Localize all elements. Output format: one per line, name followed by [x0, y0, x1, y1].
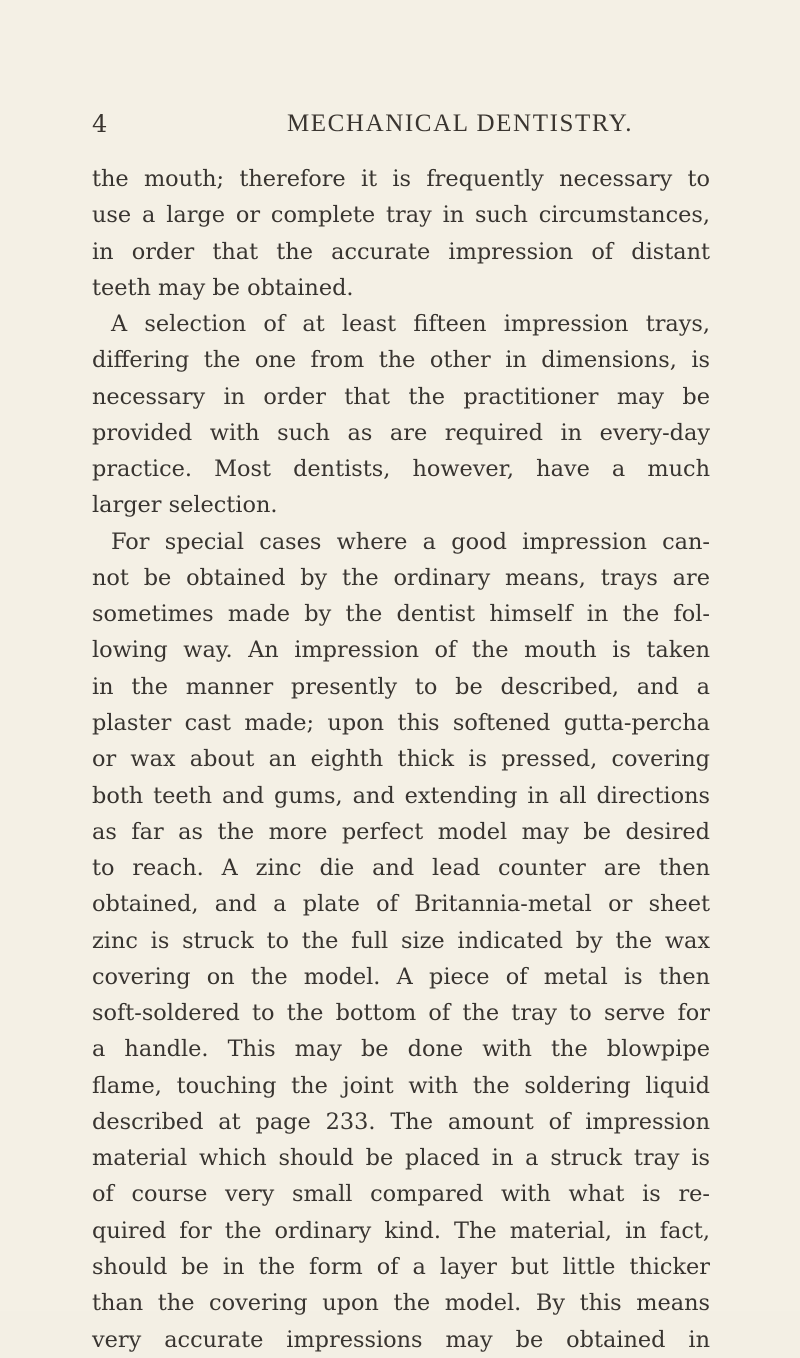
text-line: the mouth; therefore it is frequently necessary to [92, 166, 710, 192]
text-line: teeth may be obtained. [92, 274, 354, 301]
text-line: should be in the form of a layer but little thicker [92, 1253, 710, 1280]
body-text [92, 161, 710, 1358]
text-line: use a large or complete tray in such circumstances, [92, 202, 710, 229]
text-line: of course very small compared with what is re- [92, 1181, 710, 1208]
text-line: as far as the more perfect model may be desired [92, 818, 710, 845]
text-line: lowing way. An impression of the mouth is taken [92, 637, 710, 664]
text-line: obtained, and a plate of Britannia-metal or sheet [92, 891, 710, 918]
text-line: flame, touching the joint with the soldering liquid [92, 1072, 710, 1099]
text-line: in the manner presently to be described, and a [92, 673, 710, 700]
page-number: 4 [92, 110, 108, 138]
text-line: described at page 233. The amount of impression [92, 1108, 710, 1135]
text-line: than the covering upon the model. By this means [92, 1290, 710, 1317]
text-line: a handle. This may be done with the blowpipe [92, 1036, 710, 1063]
text-line: necessary in order that the practitioner may be [92, 383, 710, 410]
text-line: provided with such as are required in every-day [92, 419, 710, 446]
text-line: sometimes made by the dentist himself in the fol- [92, 601, 710, 628]
text-line: in order that the accurate impression of distant [92, 238, 710, 265]
text-line: soft-soldered to the bottom of the tray to serve for [92, 1000, 710, 1027]
text-line: For special cases where a good impression can- [111, 528, 710, 555]
text-line: covering on the model. A piece of metal is then [92, 963, 710, 990]
text-line: practice. Most dentists, however, have a much [92, 456, 710, 483]
text-line: material which should be placed in a struck tray is [92, 1145, 710, 1172]
text-line: differing the one from the other in dimensions, is [92, 347, 710, 374]
text-line: zinc is struck to the full size indicated by the wax [92, 927, 710, 954]
text-line: A selection of at least fifteen impression trays, [111, 311, 710, 338]
text-line: very accurate impressions may be obtained in [92, 1326, 710, 1353]
text-line: to reach. A zinc die and lead counter are then [92, 855, 710, 882]
text-line: both teeth and gums, and extending in all directions [92, 782, 710, 809]
running-title: MECHANICAL DENTISTRY. [286, 110, 634, 137]
text-line: plaster cast made; upon this softened gutta-percha [92, 709, 710, 736]
text-line: not be obtained by the ordinary means, trays are [92, 564, 710, 591]
text-line: or wax about an eighth thick is pressed, covering [92, 746, 710, 773]
text-line: larger selection. [92, 492, 278, 519]
text-line: quired for the ordinary kind. The material, in fact, [92, 1217, 710, 1244]
